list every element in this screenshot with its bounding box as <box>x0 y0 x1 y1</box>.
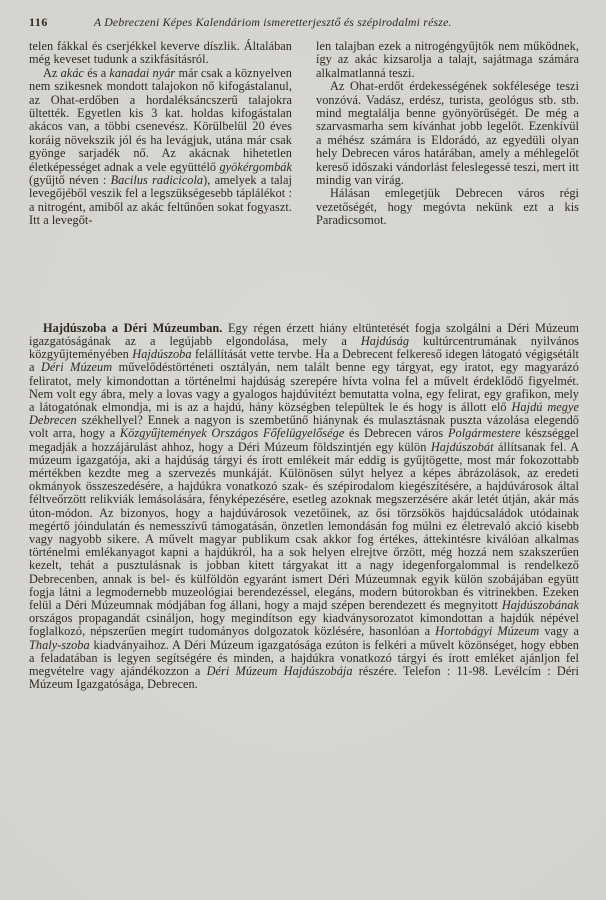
continuation-paragraph: len talajban ezek a nitrogéngyűjtők nem működnek, így az akác kizsarolja a talajt, sajátmaga számára alkalmatlanná teszi. <box>316 39 579 80</box>
article-section <box>29 322 579 692</box>
page-number: 116 <box>29 15 48 29</box>
article-paragraph: Hajdúszoba a Déri Múzeumban. Egy régen érzett hiány eltüntetését fogja szolgálni a Déri Múzeum igazgatóságának az a legújabb elgondolása, mely a Hajdúság kultúrcentrumának nyilvános közgyűjteményében Hajdúszoba felállítását vette tervbe. Ha a Debrecent felkereső idegen látogató végigsétált a Déri Múzeum művelődéstörténeti osztályán, nem talált benne egy tárgyat, egy iratot, egy magyarázó feliratot, mely kimondottan a történelmi hajdúság szerepére hívta volna fel a művelt érdeklődő figyelmét. Nem volt egy ábra, mely a lovas vagy a gyalogos hajdúvitézt bemutatta volna, egy felirat, egy grafikon, mely a látogatónak elmondja, mi is az a hajdú, hány községben települtek le és hogy is állott elő Hajdú megye Debrecen székhellyel? Ennek a nagyon is szembetűnő hiánynak és mulasztásnak puszta vázolása elegendő volt arra, hogy a Közgyűjtemények Országos Főfelügyelősége és Debrecen város Polgármestere készséggel megadják a hozzájárulást ahhoz, hogy a Déri Múzeum földszintjén egy külön Hajdúszobát állítsanak fel. A múzeum igazgatója, aki a hajdúság tárgyi és írott emlékeit már eddig is gyűjtögette, most már fokozottabb mértékben kezdte meg a szervezés munkáját. Különösen súlyt helyez a képes ábrázolások, az eredeti okmányok összeszedésére, a hajdúkra vonatkozó szak- és szépirodalom kiegészítésére, a hajdúvárosok által féltveőrzött relikviák lemásolására, fényképezésére, esetleg azoknak megszerzésére akár letét útján, akár más úton-módon. Az bizonyos, hogy a hajdúvárosok vezetőinek, az ősi törzsökös hajdúcsaládok utódainak megértő jóindulatán és nemesszívű támogatásán, önzetlen lemondásán fog múlni ez életrevaló akció kisebb vagy nagyobb sikere. A művelt magyar publikum csak akkor fog értékes, áttekintésre kiválóan alkalmas történelmi emlékanyagot kapni a hajdúkról, ha a sok helyen elrejtve őrzött, még hozzá nem szakszerűen kezelt, tehát a pusztulásnak is jobban kitett tárgyakat itt a nagy idegenforgalommal is rendelkező Debrecenben, annak is bel- és külföldön egyaránt ismert Déri Múzeumnak egyik külön szobájában együtt fogja látni a legmodernebb muzeológiai berendezéssel, elegáns, modern bútorokban és vitrinekben. Ezeken felül a Déri Múzeumnak módjában fog állani, hogy a majd szépen berendezett és megnyitott Hajdúszobának országos propagandát csináljon, hogy megindítson egy kiadványsorozatot kimondottan a hajdúk népével foglalkozó, népszerűen megírt tudományos dolgozatok közlésére, hasonlóan a Hortobágyi Múzeum vagy a Thaly-szoba kiadványaihoz. A Déri Múzeum igazgatósága ezúton is felkéri a művelt közönséget, hogy ebben a feladatában is legyen segítségére és minden, a hajdúkra vonatkozó tárgyi és írott emléket ajánljon fel megvételre vagy ajándékozzon a Déri Múzeum Hajdúszobája részére. Telefon : 11-98. Levélcím : Déri Múzeum Igazgatósága, Debrecen. <box>29 320 580 692</box>
running-title: A Debreczeni Képes Kalendáriom ismeretterjesztő és szépirodalmi része. <box>93 15 452 29</box>
continuation-paragraph: telen fákkal és cserjékkel keverve díszlik. Általában még keveset tudunk a szikfásításról. <box>29 39 292 67</box>
page-header <box>29 15 579 30</box>
body-paragraph: Az Ohat-erdőt érdekességének sokfélesége teszi vonzóvá. Vadász, erdész, turista, geológus stb. stb. mind megtalálja benne gyönyörűségét. De még a szarvasmarha sem kívánhat jobb legelőt. Ezenkívül a méhész számára is Eldorádó, az egyedüli olyan hely Debrecen város határában, amely a méhlegelőt kereső időszaki vándorlást feleslegessé teszi, mert itt mindig van virág. <box>316 79 579 188</box>
left-column <box>29 40 292 228</box>
right-column <box>316 40 579 228</box>
body-paragraph: Hálásan emlegetjük Debrecen város régi vezetőségét, hogy megóvta nekünk ezt a kis Paradicsomot. <box>316 186 579 228</box>
body-paragraph: Az akác és a kanadai nyár már csak a köznyelven nem szikesnek mondott talajokon nő kifogástalanul, az Ohat-erdőben a hordaléksáncszerű talajokra ültették. Egyetlen kis 3 kat. holdas kifogástalan akácos van, a többi csenevész. Körülbelül 20 éves koráig növekszik jól és ha levágjuk, utána már csak gyönge sarjadék nő. Az akácnak hihetetlen életképességet adnak a vele együttélő gyökérgombák (gyűjtő néven : Bacilus radicicola), amelyek a talaj levegőjéből veszik fel a legszükségesebb táplálékot : a nitrogént, amiből az akác feltűnően sokat fogyaszt. Itt a levegőt- <box>29 65 293 228</box>
two-column-section <box>29 40 579 228</box>
